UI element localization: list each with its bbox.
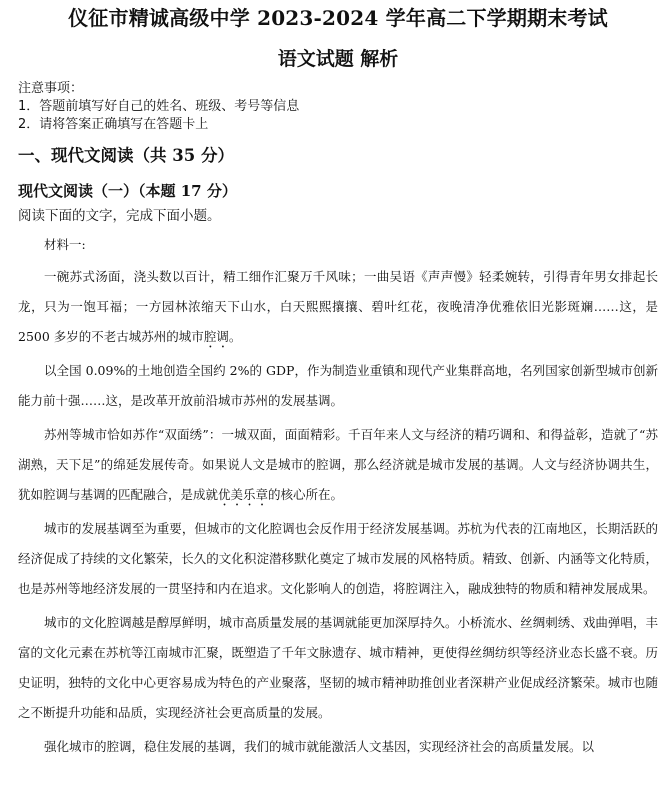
reading-instruction: 阅读下面的文字，完成下面小题。 bbox=[18, 208, 221, 224]
subsection-heading: 现代文阅读（一）（本题 17 分） bbox=[18, 182, 237, 200]
paragraph-1 bbox=[18, 262, 658, 352]
paragraph-5: 城市的文化腔调越是醇厚鲜明，城市高质量发展的基调就能更加深厚持久。小桥流水、丝绸刺绣、戏曲弹唱，丰富的文化元素在苏杭等江南城市汇聚，既塑造了千年文脉遗存、城市精神，更使得丝绸纺织等经济业态长盛不衰。历史证明，独特的文化中心更容易成为特色的产业聚落，坚韧的城市精神助推创业者深耕产业促成经济繁荣。城市也随之不断提升功能和品质，实现经济社会更高质量的发展。 bbox=[18, 615, 658, 720]
page-subtitle: 语文试题 解析 bbox=[277, 48, 399, 70]
emphasized-term: 优美乐章 bbox=[218, 487, 269, 502]
paragraph-text: 一碗苏式汤面，浇头数以百计，精工细作汇聚万千风味；一曲吴语《声声慢》轻柔婉转，引得青年男女排起长龙，只为一饱耳福；一方园林浓缩天下山水，白天熙熙攘攘、碧叶红花，夜晚清净优雅依旧光影斑斓……这，是 2500 多岁的不老古城苏州的 bbox=[18, 269, 658, 344]
paragraph-text: 的核心所在。 bbox=[268, 487, 344, 502]
notice-item: 2．请将答案正确填写在答题卡上 bbox=[18, 117, 209, 132]
paragraph-text: 苏州等城市恰如苏作“双面绣”：一城双面，面面精彩。千百年来人文与经济的精巧调和、和得益彰，造就了“苏湖熟，天下足”的绵延发展传奇。如果说人文是城市的腔调，那么经济就是城市发展的基调。人文与经济协调共生，犹如腔调与基调的匹配融合，是成就 bbox=[18, 427, 658, 502]
paragraph-2: 以全国 0.09%的土地创造全国约 2%的 GDP，作为制造业重镇和现代产业集群高地，名列国家创新型城市创新能力前十强……这，是改革开放前沿城市苏州的发展基调。 bbox=[18, 363, 658, 408]
emphasized-term: 腔调 bbox=[203, 329, 229, 344]
material-label: 材料一: bbox=[44, 237, 86, 252]
page-title: 仪征市精诚高级中学 2023-2024 学年高二下学期期末考试 bbox=[68, 6, 608, 30]
paragraph-text: 城市 bbox=[178, 329, 204, 344]
paragraph-4: 城市的发展基调至为重要，但城市的文化腔调也会反作用于经济发展基调。苏杭为代表的江南地区，长期活跃的经济促成了持续的文化繁荣，长久的文化积淀潜移默化奠定了城市发展的风格特质。精致、创新、内涵等文化特质，也是苏州等地经济发展的一贯坚持和内在追求。文化影响人的创造，将腔调注入，融成独特的物质和精神发展成果。 bbox=[18, 521, 658, 596]
notice-item: 1．答题前填写好自己的姓名、班级、考号等信息 bbox=[18, 99, 300, 114]
section-heading: 一、现代文阅读（共 35 分） bbox=[18, 146, 234, 165]
paragraph-text: 。 bbox=[228, 329, 242, 344]
paragraph-3 bbox=[18, 420, 658, 510]
paragraph-6: 强化城市的腔调，稳住发展的基调，我们的城市就能激活人文基因，实现经济社会的高质量发展。以 bbox=[44, 739, 595, 754]
notice-heading: 注意事项： bbox=[18, 81, 84, 96]
